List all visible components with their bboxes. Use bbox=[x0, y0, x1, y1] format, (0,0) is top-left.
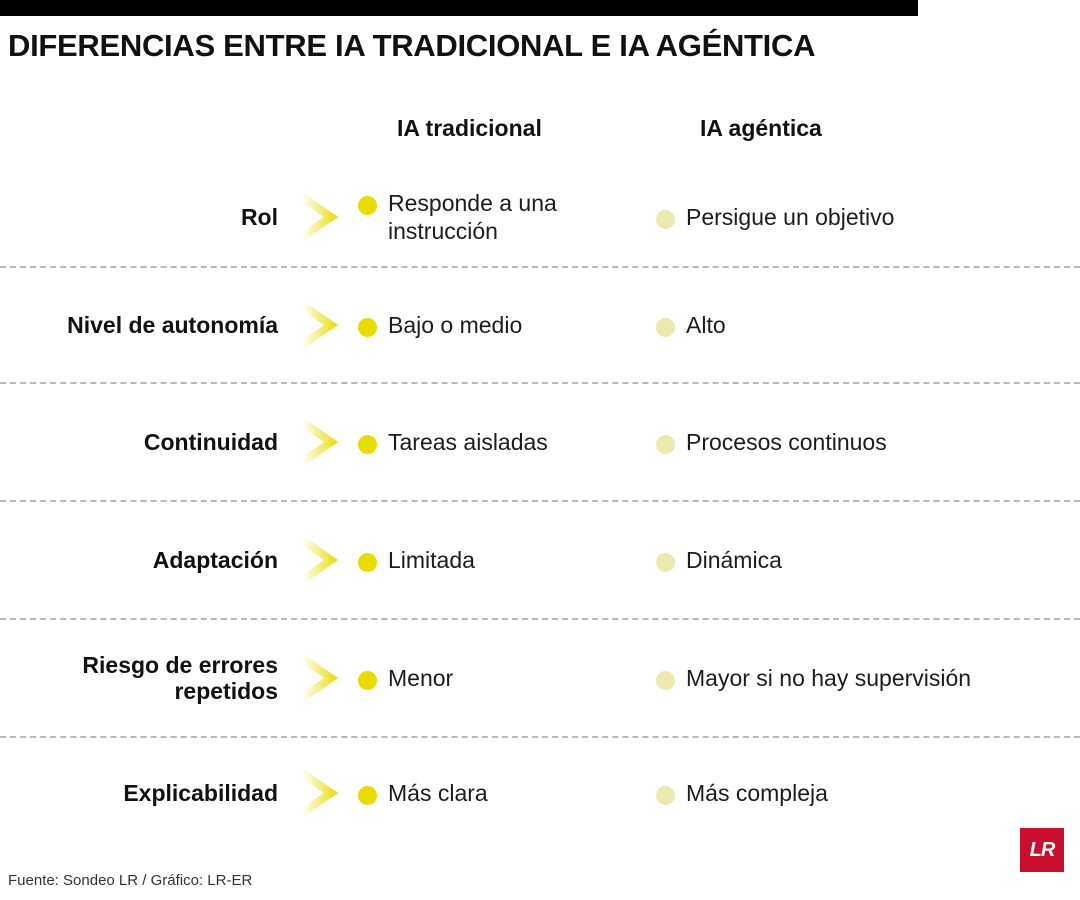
cell-text: Bajo o medio bbox=[388, 311, 523, 338]
page-title: DIFERENCIAS ENTRE IA TRADICIONAL E IA AGÉNTICA bbox=[8, 28, 816, 63]
cell-text: Procesos continuos bbox=[686, 428, 887, 455]
source-credit: Fuente: Sondeo LR / Gráfico: LR-ER bbox=[8, 872, 253, 889]
cell-text: Persigue un objetivo bbox=[686, 203, 895, 230]
cell-traditional bbox=[352, 189, 652, 245]
cell-text: Mayor si no hay supervisión bbox=[686, 664, 972, 691]
cell-text: Limitada bbox=[388, 546, 475, 573]
bullet-dot-icon bbox=[358, 196, 377, 215]
bullet-dot-icon bbox=[656, 318, 675, 337]
row-label: Riesgo de errores repetidos bbox=[82, 651, 278, 704]
row-label: Rol bbox=[240, 203, 278, 230]
column-header-agentic: IA agéntica bbox=[700, 115, 822, 141]
lr-logo: LR bbox=[1020, 828, 1064, 872]
cell-text: Menor bbox=[388, 664, 454, 691]
row-label: Explicabilidad bbox=[123, 779, 278, 806]
cell-traditional bbox=[352, 779, 652, 807]
cell-agentic bbox=[652, 428, 1072, 456]
cell-agentic bbox=[652, 546, 1072, 574]
bullet-dot-icon bbox=[358, 786, 377, 805]
table-row bbox=[0, 384, 1080, 502]
table-row bbox=[0, 168, 1080, 268]
bullet-dot-icon bbox=[656, 786, 675, 805]
cell-agentic bbox=[652, 664, 1072, 692]
bullet-dot-icon bbox=[656, 435, 675, 454]
row-label: Nivel de autonomía bbox=[67, 311, 278, 338]
cell-agentic bbox=[652, 203, 1072, 231]
cell-text: Alto bbox=[686, 311, 726, 338]
cell-traditional bbox=[352, 546, 652, 574]
table-row bbox=[0, 738, 1080, 848]
cell-text: Responde a una instrucción bbox=[388, 189, 557, 244]
cell-text: Más clara bbox=[388, 779, 488, 806]
table-row bbox=[0, 268, 1080, 384]
chevron-right-icon bbox=[290, 764, 352, 822]
bullet-dot-icon bbox=[656, 553, 675, 572]
chevron-right-icon bbox=[290, 531, 352, 589]
cell-text: Más compleja bbox=[686, 779, 828, 806]
row-label: Adaptación bbox=[152, 546, 278, 573]
cell-text: Tareas aisladas bbox=[388, 428, 548, 455]
cell-traditional bbox=[352, 428, 652, 456]
bullet-dot-icon bbox=[656, 210, 675, 229]
column-headers bbox=[0, 115, 1080, 155]
top-black-bar bbox=[0, 0, 918, 16]
bullet-dot-icon bbox=[656, 671, 675, 690]
bullet-dot-icon bbox=[358, 671, 377, 690]
bullet-dot-icon bbox=[358, 318, 377, 337]
cell-agentic bbox=[652, 311, 1072, 339]
cell-traditional bbox=[352, 311, 652, 339]
chevron-right-icon bbox=[290, 188, 352, 246]
comparison-table bbox=[0, 168, 1080, 848]
row-label: Continuidad bbox=[143, 428, 278, 455]
bullet-dot-icon bbox=[358, 553, 377, 572]
chevron-right-icon bbox=[290, 413, 352, 471]
cell-text: Dinámica bbox=[686, 546, 782, 573]
cell-traditional bbox=[352, 664, 652, 692]
bullet-dot-icon bbox=[358, 435, 377, 454]
table-row bbox=[0, 620, 1080, 738]
chevron-right-icon bbox=[290, 296, 352, 354]
cell-agentic bbox=[652, 779, 1072, 807]
chevron-right-icon bbox=[290, 649, 352, 707]
table-row bbox=[0, 502, 1080, 620]
column-header-traditional: IA tradicional bbox=[397, 115, 542, 141]
